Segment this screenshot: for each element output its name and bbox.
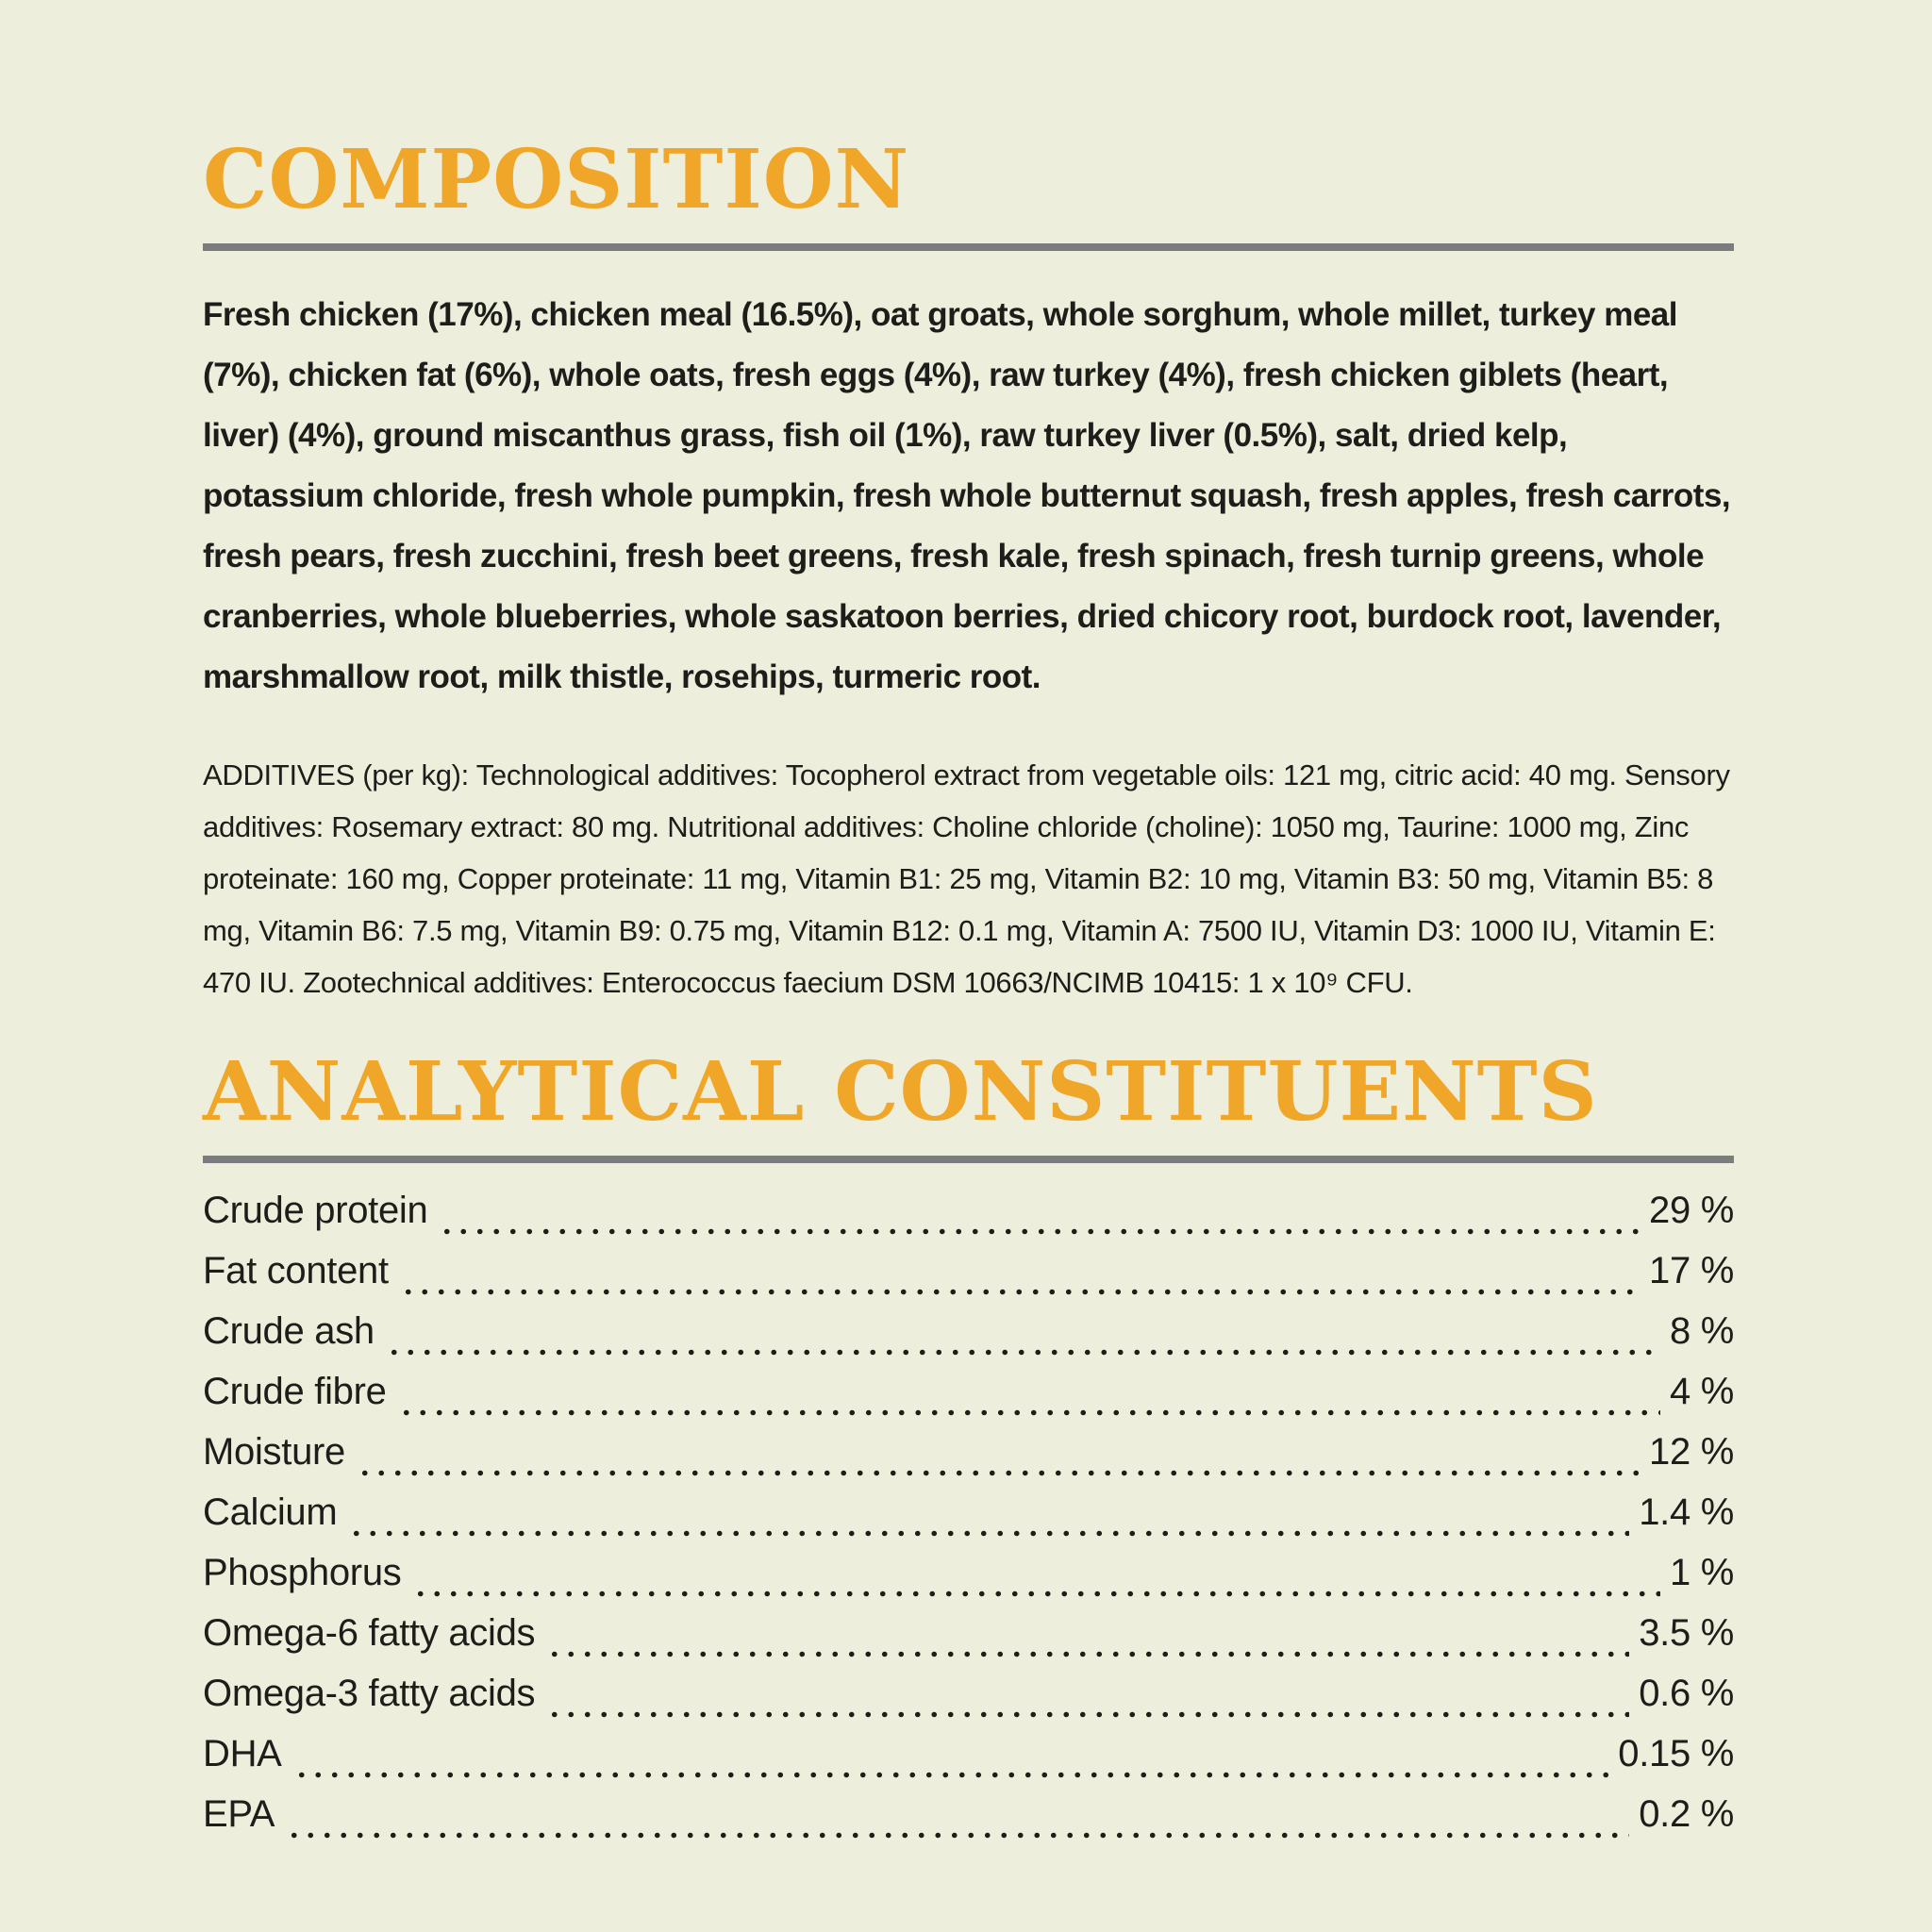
row-label: Crude fibre — [203, 1371, 387, 1412]
additives-paragraph: ADDITIVES (per kg): Technological additives: Tocopherol extract from vegetable oils: 121 mg, citric acid: 40 mg. Sensory additives: Rosemary extract: 80 mg. Nutritional additives: Choline chloride (choline): 1050 mg, Taurine: 1000 mg, Zinc proteinate: 160 mg, Copper proteinate: 11 mg, Vitamin B1: 25 mg, Vitamin B2: 10 mg, Vitamin B3: 50 mg, Vitamin B5: 8 mg, Vitamin B6: 7.5 mg, Vitamin B9: 0.75 mg, Vitamin B12: 0.1 mg, Vitamin A: 7500 IU, Vitamin D3: 1000 IU, Vitamin E: 470 IU. Zootechnical additives: Enterococcus faecium DSM 10663/NCIMB 10415: 1 x 10⁹ CFU. — [203, 758, 1730, 999]
analytical-row-dha — [203, 1733, 1734, 1793]
dotted-leader — [348, 1530, 1629, 1537]
analytical-divider — [203, 1156, 1734, 1163]
row-value: 4 % — [1669, 1371, 1734, 1412]
dotted-leader — [412, 1591, 1659, 1597]
row-value: 0.15 % — [1618, 1733, 1734, 1774]
row-label: Calcium — [203, 1491, 338, 1533]
dotted-leader — [546, 1651, 1629, 1657]
analytical-row-calcium — [203, 1491, 1734, 1552]
row-label: Omega-6 fatty acids — [203, 1612, 536, 1654]
analytical-row-crude-ash — [203, 1310, 1734, 1371]
row-label: Fat content — [203, 1250, 389, 1291]
dotted-leader — [286, 1832, 1629, 1839]
row-value: 0.6 % — [1639, 1673, 1734, 1714]
row-label: Crude protein — [203, 1190, 428, 1231]
row-label: DHA — [203, 1733, 282, 1774]
row-value: 3.5 % — [1639, 1612, 1734, 1654]
row-value: 8 % — [1669, 1310, 1734, 1352]
composition-heading: COMPOSITION — [203, 132, 910, 227]
row-value: 29 % — [1649, 1190, 1734, 1231]
analytical-heading: ANALYTICAL CONSTITUENTS — [203, 1044, 1598, 1140]
dotted-leader — [357, 1470, 1640, 1476]
row-label: EPA — [203, 1793, 275, 1835]
analytical-row-epa — [203, 1793, 1734, 1854]
analytical-row-phosphorus — [203, 1552, 1734, 1612]
row-label: Phosphorus — [203, 1552, 402, 1593]
row-value: 1 % — [1669, 1552, 1734, 1593]
dotted-leader — [398, 1409, 1660, 1416]
analytical-row-moisture — [203, 1431, 1734, 1491]
analytical-row-crude-protein — [203, 1190, 1734, 1250]
analytical-table — [203, 1190, 1734, 1854]
row-label: Moisture — [203, 1431, 345, 1473]
analytical-row-crude-fibre — [203, 1371, 1734, 1431]
ingredients-paragraph: Fresh chicken (17%), chicken meal (16.5%), oat groats, whole sorghum, whole millet, turkey meal (7%), chicken fat (6%), whole oats, fresh eggs (4%), raw turkey (4%), fresh chicken giblets (heart, liver) (4%), ground miscanthus grass, fish oil (1%), raw turkey liver (0.5%), salt, dried kelp, potassium chloride, fresh whole pumpkin, fresh whole butternut squash, fresh apples, fresh carrots, fresh pears, fresh zucchini, fresh beet greens, fresh kale, fresh spinach, fresh turnip greens, whole cranberries, whole blueberries, whole saskatoon berries, dried chicory root, burdock root, lavender, marshmallow root, milk thistle, rosehips, turmeric root. — [203, 296, 1731, 695]
dotted-leader — [400, 1289, 1640, 1295]
row-value: 1.4 % — [1639, 1491, 1734, 1533]
analytical-row-fat-content — [203, 1250, 1734, 1310]
dotted-leader — [546, 1711, 1629, 1718]
analytical-row-omega-6 — [203, 1612, 1734, 1673]
row-value: 17 % — [1649, 1250, 1734, 1291]
dotted-leader — [386, 1349, 1660, 1356]
analytical-section — [203, 1044, 1734, 1854]
row-value: 12 % — [1649, 1431, 1734, 1473]
row-value: 0.2 % — [1639, 1793, 1734, 1835]
row-label: Omega-3 fatty acids — [203, 1673, 536, 1714]
row-label: Crude ash — [203, 1310, 375, 1352]
composition-section — [203, 132, 1734, 1008]
composition-divider — [203, 243, 1734, 251]
dotted-leader — [439, 1228, 1640, 1235]
analytical-row-omega-3 — [203, 1673, 1734, 1733]
dotted-leader — [293, 1772, 1609, 1778]
